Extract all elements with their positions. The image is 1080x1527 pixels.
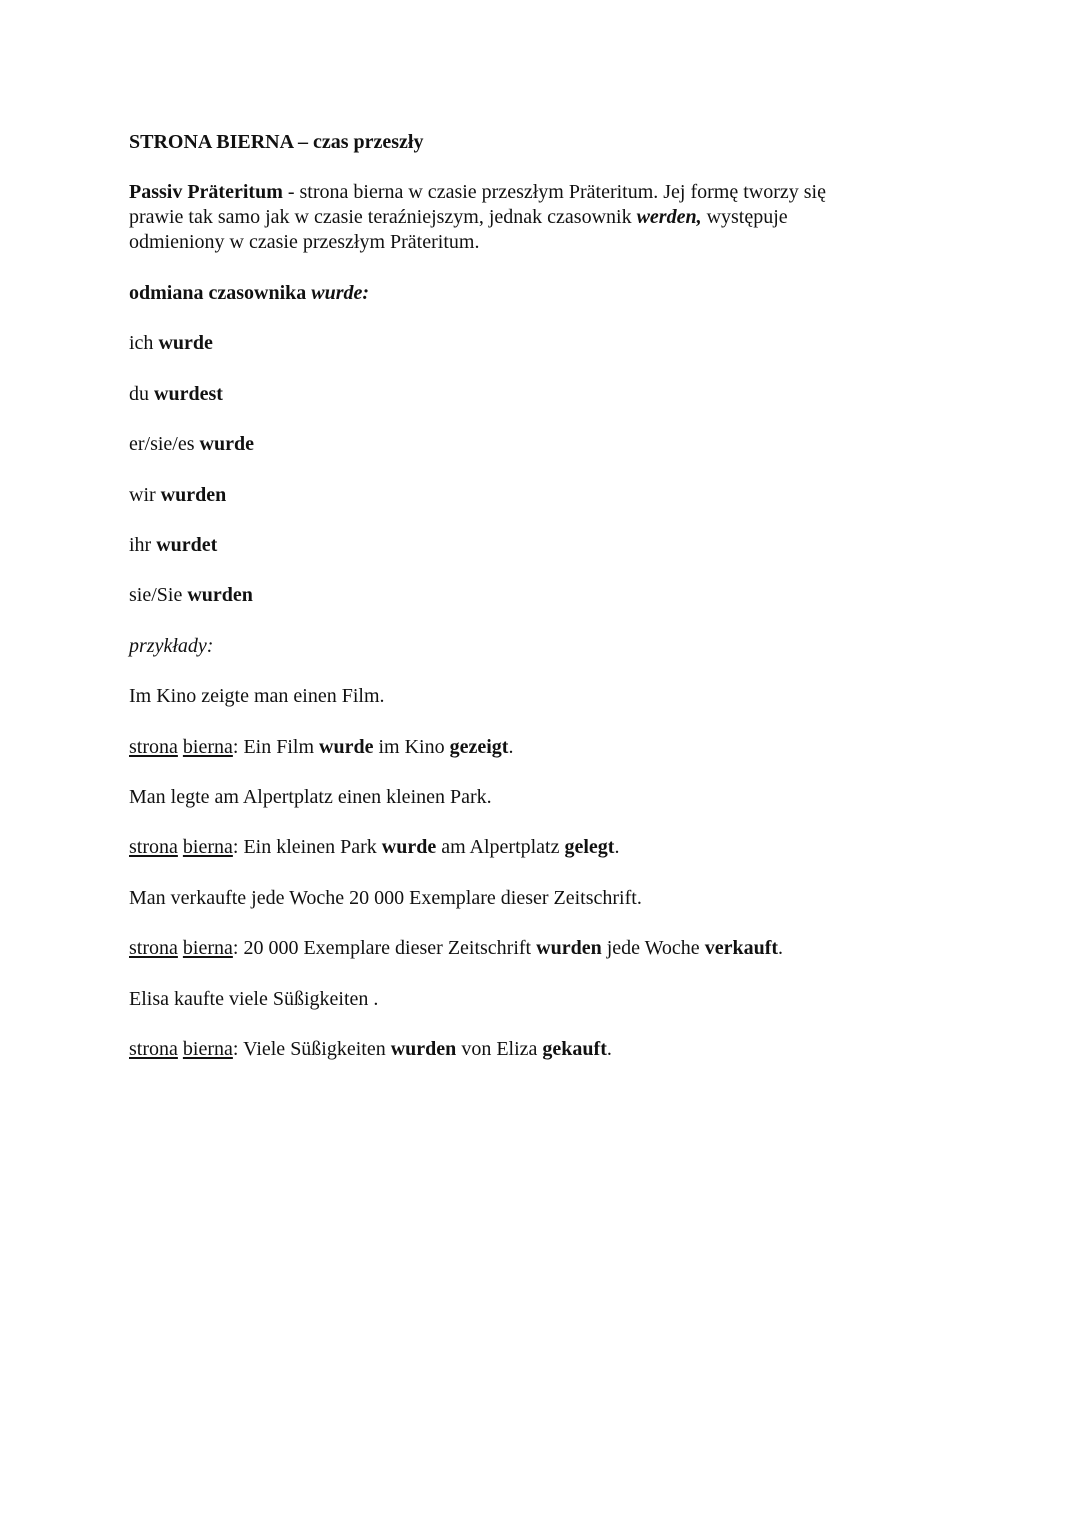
passive-label-word1: strona xyxy=(129,1038,178,1060)
conjugation-heading-verb: wurde: xyxy=(311,282,370,304)
intro-line2-pre: prawie tak samo jak w czasie teraźniejszym, jednak czasownik xyxy=(129,206,637,228)
passive-part: . xyxy=(778,937,784,959)
passive-part-bold: gelegt xyxy=(564,836,615,858)
conjugation-row xyxy=(129,483,226,508)
passive-label-colon: : xyxy=(232,1038,244,1060)
passive-sentence xyxy=(129,936,783,961)
active-sentence xyxy=(129,785,492,810)
passive-part: . xyxy=(508,736,514,758)
passive-label-word2: bierna xyxy=(182,736,233,758)
passive-label-word2: bierna xyxy=(182,937,233,959)
passive-part: . xyxy=(606,1038,612,1060)
verb-form: wurde xyxy=(158,332,213,354)
passive-sentence xyxy=(129,735,513,760)
active-sentence xyxy=(129,987,378,1012)
intro-verb: werden, xyxy=(636,206,702,228)
intro-line-2 xyxy=(129,205,788,230)
intro-line3: odmieniony w czasie przeszłym Präteritum. xyxy=(129,231,480,253)
verb-form: wurde xyxy=(199,433,254,455)
passive-label-word1: strona xyxy=(129,937,178,959)
conjugation-heading xyxy=(129,281,369,306)
passive-part: Ein kleinen Park xyxy=(243,836,382,858)
conjugation-row xyxy=(129,583,253,608)
examples-label-text: przykłady: xyxy=(129,635,214,657)
active-sentence-text: Man verkaufte jede Woche 20 000 Exemplare dieser Zeitschrift. xyxy=(129,887,642,909)
intro-line1-rest: - strona bierna w czasie przeszłym Präteritum. Jej formę tworzy się xyxy=(282,181,826,203)
active-sentence xyxy=(129,684,385,709)
conjugation-row xyxy=(129,382,223,407)
passive-label-word1: strona xyxy=(129,836,178,858)
passive-part: Viele Süßigkeiten xyxy=(243,1038,391,1060)
passive-sentence xyxy=(129,1037,612,1062)
conjugation-row xyxy=(129,533,217,558)
conjugation-heading-text: odmiana czasownika xyxy=(129,282,312,304)
conjugation-row xyxy=(129,331,213,356)
passive-part: Ein Film xyxy=(243,736,320,758)
verb-form: wurdest xyxy=(154,383,223,405)
passive-part-bold: wurde xyxy=(381,836,437,858)
passive-part: am Alpertplatz xyxy=(436,836,565,858)
intro-term: Passiv Präteritum xyxy=(129,181,283,203)
title-dash: – xyxy=(292,131,313,153)
passive-sentence xyxy=(129,835,619,860)
pronoun: wir xyxy=(129,484,161,506)
intro-line-3 xyxy=(129,230,479,255)
passive-part: im Kino xyxy=(373,736,450,758)
passive-part-bold: gekauft xyxy=(542,1038,607,1060)
verb-form: wurden xyxy=(187,584,253,606)
intro-line2-post: występuje xyxy=(701,206,788,228)
title-main: STRONA BIERNA xyxy=(129,131,293,153)
pronoun: ihr xyxy=(129,534,157,556)
title-sub: czas przeszły xyxy=(312,131,424,153)
pronoun: er/sie/es xyxy=(129,433,200,455)
conjugation-row xyxy=(129,432,254,457)
passive-part-bold: gezeigt xyxy=(449,736,509,758)
verb-form: wurdet xyxy=(156,534,218,556)
passive-part: von Eliza xyxy=(456,1038,543,1060)
active-sentence-text: Elisa kaufte viele Süßigkeiten . xyxy=(129,988,379,1010)
passive-label-word1: strona xyxy=(129,736,178,758)
passive-label-colon: : xyxy=(232,937,244,959)
passive-part-bold: wurde xyxy=(319,736,374,758)
active-sentence-text: Im Kino zeigte man einen Film. xyxy=(129,685,385,707)
passive-part-bold: wurden xyxy=(390,1038,457,1060)
pronoun: sie/Sie xyxy=(129,584,188,606)
passive-label-word2: bierna xyxy=(182,836,233,858)
pronoun: du xyxy=(129,383,154,405)
passive-part: jede Woche xyxy=(601,937,705,959)
document-title xyxy=(129,130,423,155)
passive-part: . xyxy=(614,836,620,858)
passive-part-bold: verkauft xyxy=(704,937,779,959)
verb-form: wurden xyxy=(160,484,227,506)
passive-part-bold: wurden xyxy=(536,937,602,959)
passive-label-colon: : xyxy=(232,736,244,758)
examples-label xyxy=(129,634,213,659)
active-sentence xyxy=(129,886,642,911)
passive-label-colon: : xyxy=(232,836,244,858)
pronoun: ich xyxy=(129,332,159,354)
passive-part: 20 000 Exemplare dieser Zeitschrift xyxy=(243,937,537,959)
passive-label-word2: bierna xyxy=(182,1038,233,1060)
active-sentence-text: Man legte am Alpertplatz einen kleinen Park. xyxy=(129,786,492,808)
intro-line-1 xyxy=(129,180,826,205)
